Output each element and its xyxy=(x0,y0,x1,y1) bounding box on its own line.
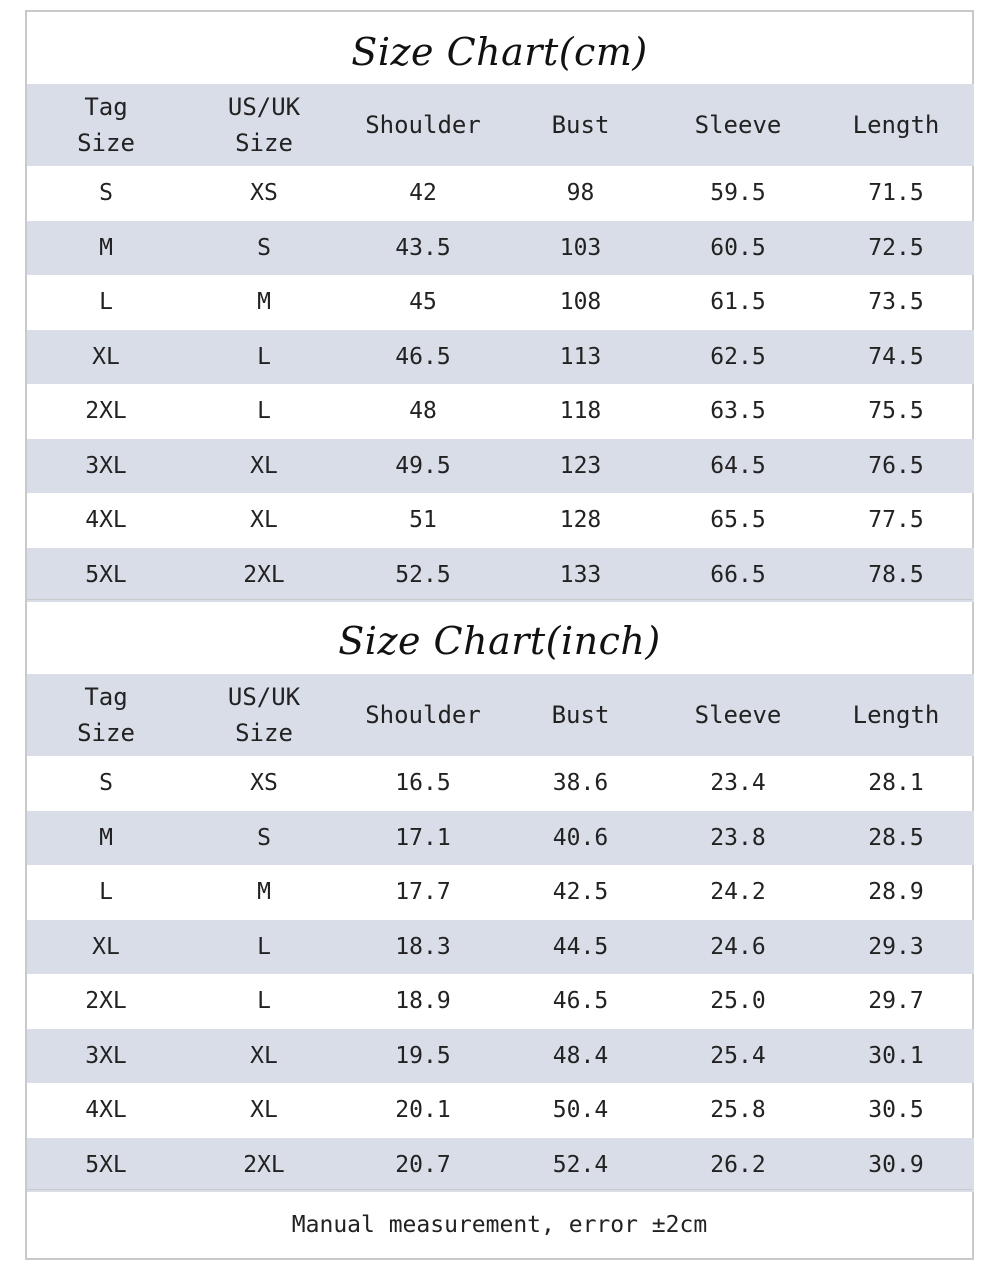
cell-tag-size: 3XL xyxy=(85,452,127,479)
cell-bust: 42.5 xyxy=(552,879,609,906)
cell-length: 71.5 xyxy=(868,180,924,207)
cell-tag-size: 2XL xyxy=(85,398,127,425)
cell-sleeve: 62.5 xyxy=(710,343,766,370)
cell-length: 28.1 xyxy=(868,770,924,797)
cell-bust: 52.4 xyxy=(552,1151,609,1178)
cell-sleeve: 66.5 xyxy=(710,561,766,588)
header-bust: Bust xyxy=(551,701,610,729)
cell-shoulder: 16.5 xyxy=(395,770,451,797)
cell-us-uk-size: XS xyxy=(250,770,278,797)
cell-us-uk-size: 2XL xyxy=(243,561,285,588)
cell-tag-size: 5XL xyxy=(85,561,127,588)
cell-bust: 38.6 xyxy=(552,770,609,797)
cell-us-uk-size: L xyxy=(257,988,271,1015)
cell-bust: 98 xyxy=(566,180,595,207)
cell-shoulder: 52.5 xyxy=(395,561,451,588)
cell-sleeve: 60.5 xyxy=(710,234,766,261)
cell-shoulder: 42 xyxy=(409,180,437,207)
cell-tag-size: S xyxy=(99,180,113,207)
cell-bust: 40.6 xyxy=(552,824,609,851)
header-tag-size: Tag Size xyxy=(77,683,135,747)
table-row xyxy=(27,756,974,811)
cell-bust: 113 xyxy=(559,343,602,370)
cell-length: 74.5 xyxy=(868,343,924,370)
cell-shoulder: 48 xyxy=(409,398,437,425)
cell-shoulder: 45 xyxy=(409,289,437,316)
cell-us-uk-size: XS xyxy=(250,180,278,207)
cell-tag-size: L xyxy=(99,289,113,316)
cell-sleeve: 65.5 xyxy=(710,507,766,534)
cell-us-uk-size: XL xyxy=(250,507,278,534)
cm-chart-title: Size Chart(cm) xyxy=(351,30,648,74)
cell-bust: 128 xyxy=(559,507,602,534)
table-row xyxy=(27,865,974,920)
size-chart-frame xyxy=(25,10,974,1260)
cell-length: 77.5 xyxy=(868,507,924,534)
header-us-uk-size: US/UK Size xyxy=(227,93,301,157)
header-sleeve: Sleeve xyxy=(694,701,782,729)
cell-length: 29.7 xyxy=(868,988,924,1015)
table-row xyxy=(27,493,974,548)
cell-shoulder: 49.5 xyxy=(395,452,451,479)
cell-us-uk-size: M xyxy=(257,289,271,316)
cell-length: 72.5 xyxy=(868,234,924,261)
table-row xyxy=(27,166,974,221)
table-row xyxy=(27,974,974,1029)
header-length: Length xyxy=(852,701,940,729)
cell-us-uk-size: XL xyxy=(250,1097,278,1124)
cell-length: 73.5 xyxy=(868,289,924,316)
table-row xyxy=(27,1029,974,1084)
header-bust: Bust xyxy=(551,111,610,139)
cell-shoulder: 51 xyxy=(409,507,437,534)
cell-sleeve: 25.4 xyxy=(710,1042,766,1069)
cell-sleeve: 25.0 xyxy=(710,988,766,1015)
cell-sleeve: 23.4 xyxy=(710,770,766,797)
cell-length: 30.1 xyxy=(868,1042,924,1069)
cell-sleeve: 26.2 xyxy=(710,1151,766,1178)
table-row xyxy=(27,548,974,603)
cell-bust: 133 xyxy=(559,561,602,588)
section-divider xyxy=(27,599,972,600)
cell-sleeve: 25.8 xyxy=(710,1097,766,1124)
cell-shoulder: 19.5 xyxy=(395,1042,451,1069)
cell-sleeve: 24.2 xyxy=(710,879,766,906)
cell-us-uk-size: L xyxy=(257,933,271,960)
cell-tag-size: M xyxy=(99,234,113,261)
header-length: Length xyxy=(852,111,940,139)
cell-length: 76.5 xyxy=(868,452,924,479)
cell-sleeve: 23.8 xyxy=(710,824,766,851)
cell-bust: 46.5 xyxy=(552,988,609,1015)
inch-size-table xyxy=(27,674,974,1192)
cell-bust: 118 xyxy=(559,398,602,425)
cell-tag-size: 5XL xyxy=(85,1151,127,1178)
cell-us-uk-size: XL xyxy=(250,1042,278,1069)
table-row xyxy=(27,1138,974,1193)
cell-tag-size: 4XL xyxy=(85,1097,127,1124)
table-row xyxy=(27,384,974,439)
cell-bust: 48.4 xyxy=(552,1042,609,1069)
table-row xyxy=(27,811,974,866)
cell-bust: 44.5 xyxy=(552,933,609,960)
cell-shoulder: 17.7 xyxy=(395,879,451,906)
cell-length: 78.5 xyxy=(868,561,924,588)
cell-tag-size: 4XL xyxy=(85,507,127,534)
cell-shoulder: 17.1 xyxy=(395,824,451,851)
cell-shoulder: 46.5 xyxy=(395,343,451,370)
cell-sleeve: 59.5 xyxy=(710,180,766,207)
header-tag-size: Tag Size xyxy=(77,93,135,157)
cell-us-uk-size: S xyxy=(257,234,271,261)
cell-length: 28.9 xyxy=(868,879,924,906)
cell-length: 30.9 xyxy=(868,1151,924,1178)
cell-us-uk-size: XL xyxy=(250,452,278,479)
cell-tag-size: 3XL xyxy=(85,1042,127,1069)
header-shoulder: Shoulder xyxy=(365,701,481,729)
table-header-row xyxy=(27,84,974,166)
cell-bust: 123 xyxy=(559,452,602,479)
cell-shoulder: 43.5 xyxy=(395,234,451,261)
cell-bust: 103 xyxy=(559,234,602,261)
table-row xyxy=(27,330,974,385)
cell-us-uk-size: L xyxy=(257,343,271,370)
cell-us-uk-size: L xyxy=(257,398,271,425)
cell-sleeve: 63.5 xyxy=(710,398,766,425)
cell-length: 75.5 xyxy=(868,398,924,425)
cell-us-uk-size: 2XL xyxy=(243,1151,285,1178)
cell-us-uk-size: S xyxy=(257,824,271,851)
cm-size-table xyxy=(27,84,974,602)
cell-sleeve: 24.6 xyxy=(710,933,766,960)
header-us-uk-size: US/UK Size xyxy=(227,683,301,747)
cell-length: 30.5 xyxy=(868,1097,924,1124)
cell-tag-size: XL xyxy=(92,933,120,960)
measurement-note: Manual measurement, error ±2cm xyxy=(291,1212,708,1238)
table-row xyxy=(27,1083,974,1138)
cell-length: 28.5 xyxy=(868,824,924,851)
header-shoulder: Shoulder xyxy=(365,111,481,139)
table-row xyxy=(27,439,974,494)
cell-tag-size: S xyxy=(99,770,113,797)
cell-bust: 108 xyxy=(559,289,602,316)
cell-us-uk-size: M xyxy=(257,879,271,906)
table-row xyxy=(27,275,974,330)
table-row xyxy=(27,920,974,975)
cell-shoulder: 20.1 xyxy=(395,1097,451,1124)
cell-tag-size: L xyxy=(99,879,113,906)
cell-sleeve: 64.5 xyxy=(710,452,766,479)
table-row xyxy=(27,221,974,276)
cell-shoulder: 18.9 xyxy=(395,988,451,1015)
inch-chart-title: Size Chart(inch) xyxy=(338,619,661,663)
cell-tag-size: M xyxy=(99,824,113,851)
table-header-row xyxy=(27,674,974,756)
header-sleeve: Sleeve xyxy=(694,111,782,139)
cell-bust: 50.4 xyxy=(552,1097,609,1124)
cell-sleeve: 61.5 xyxy=(710,289,766,316)
cell-tag-size: 2XL xyxy=(85,988,127,1015)
cell-shoulder: 20.7 xyxy=(395,1151,451,1178)
cell-tag-size: XL xyxy=(92,343,120,370)
cell-shoulder: 18.3 xyxy=(395,933,451,960)
cell-length: 29.3 xyxy=(868,933,924,960)
